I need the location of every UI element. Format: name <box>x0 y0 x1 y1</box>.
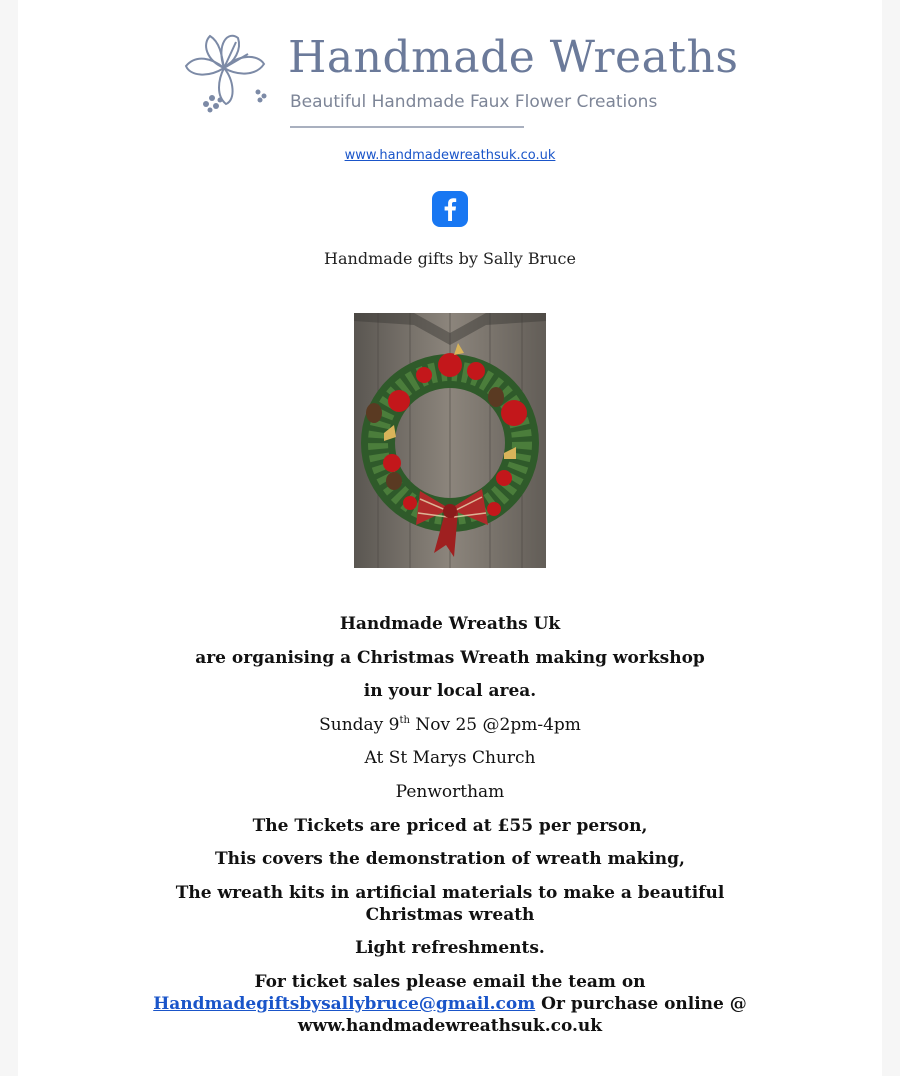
kits-line-1: The wreath kits in artificial materials to make a beautiful <box>175 883 725 903</box>
logo-title: Handmade Wreaths <box>288 32 739 83</box>
covers-line: This covers the demonstration of wreath making, <box>215 849 685 869</box>
kits-line-2: Christmas wreath <box>365 905 535 925</box>
ticket-price: The Tickets are priced at £55 per person, <box>252 816 648 836</box>
purchase-url: www.handmadewreathsuk.co.uk <box>297 1016 603 1036</box>
logo-divider <box>290 126 524 128</box>
area-line: in your local area. <box>363 681 537 701</box>
email-link[interactable]: Handmadegiftsbysallybruce@gmail.com <box>153 994 536 1014</box>
event-venue: At St Marys Church <box>364 748 536 768</box>
wreath-photo <box>354 313 546 568</box>
date-suffix: th <box>399 715 410 726</box>
logo-subtitle: Beautiful Handmade Faux Flower Creations <box>290 92 658 112</box>
brand-logo <box>176 24 739 134</box>
event-date <box>0 714 900 736</box>
email-line <box>0 993 900 1015</box>
date-rest: Nov 25 @2pm-4pm <box>409 715 581 735</box>
website-link[interactable]: www.handmadewreathsuk.co.uk <box>344 148 556 163</box>
org-name: Handmade Wreaths Uk <box>339 614 561 634</box>
date-day: Sunday 9 <box>319 715 400 735</box>
event-town: Penwortham <box>395 782 505 802</box>
tagline: Handmade gifts by Sally Bruce <box>324 249 576 268</box>
purchase-text: Or purchase online @ <box>535 994 747 1014</box>
organising-line: are organising a Christmas Wreath making workshop <box>195 648 705 668</box>
flower-logo-icon <box>176 24 276 116</box>
ticket-intro: For ticket sales please email the team on <box>254 972 646 992</box>
refreshments-line: Light refreshments. <box>355 938 545 958</box>
facebook-icon[interactable] <box>432 191 468 227</box>
facebook-f-glyph-icon <box>432 191 468 227</box>
